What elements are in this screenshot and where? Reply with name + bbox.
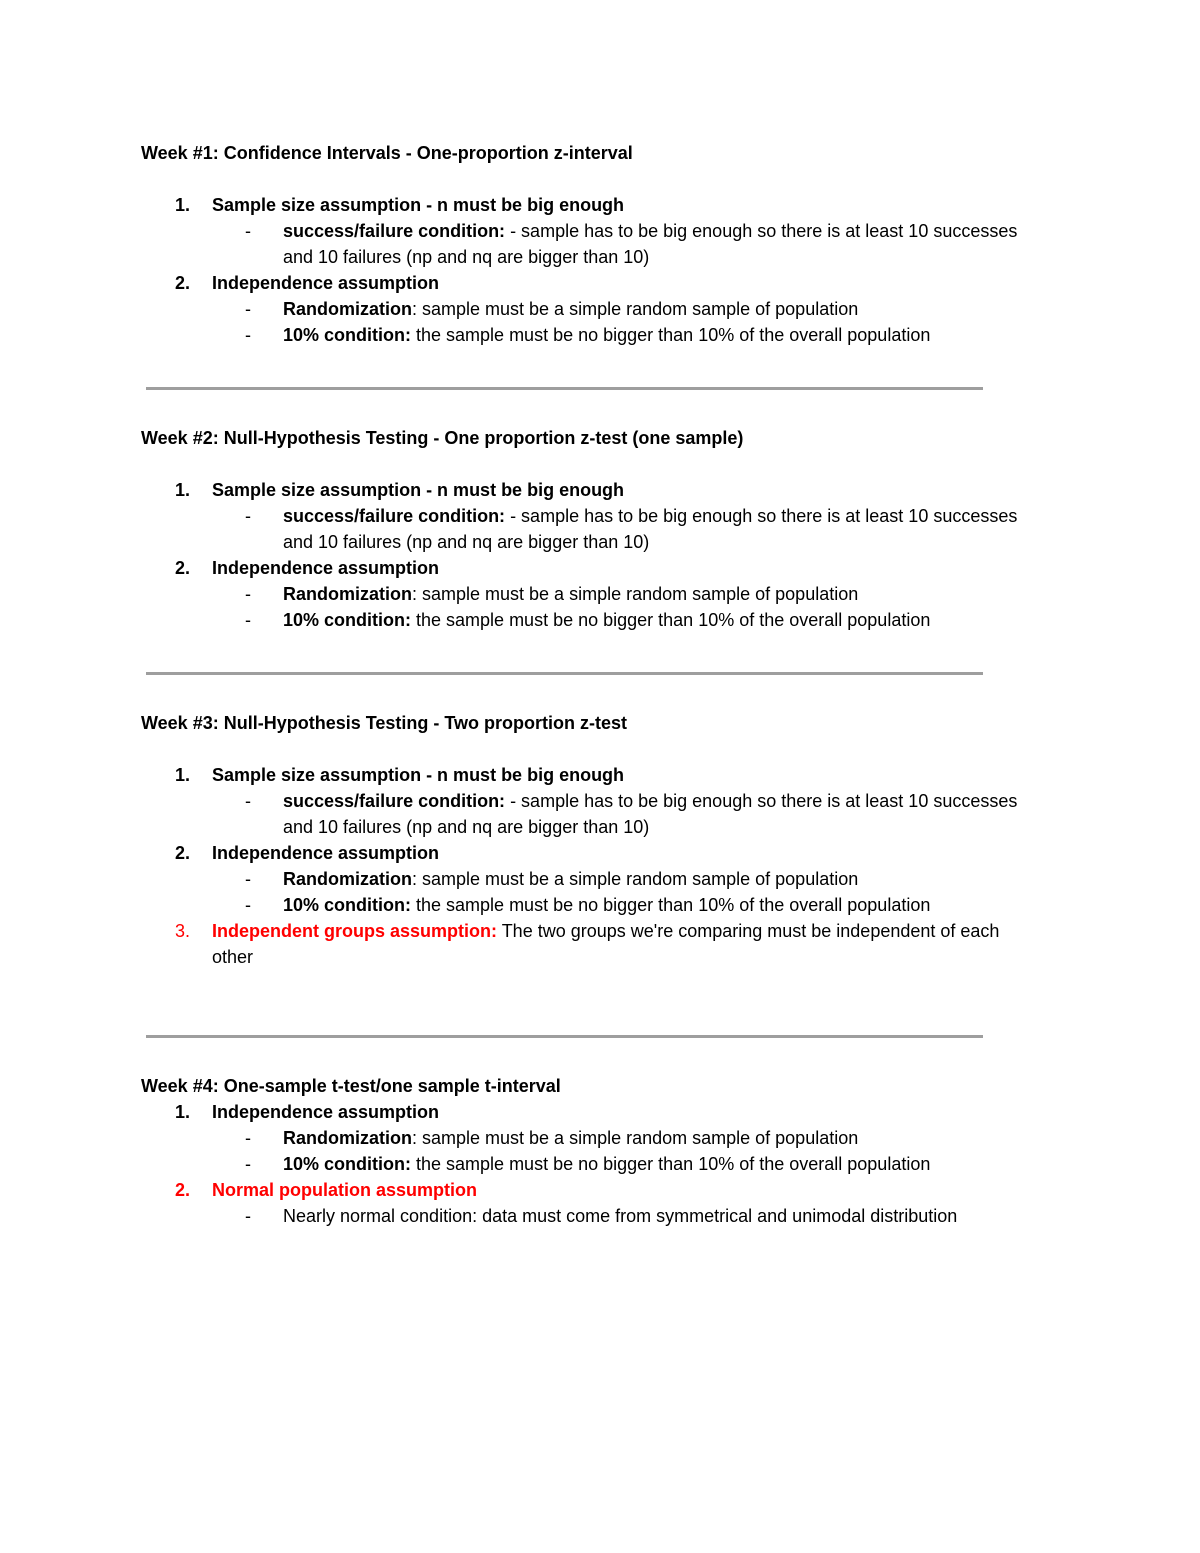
sub-item [141,788,1021,840]
sub-item [141,892,1021,918]
dash-bullet: - [245,1128,251,1148]
sub-item-text: the sample must be no bigger than 10% of the overall population [411,325,931,345]
sub-item-label: success/failure condition: [283,221,506,241]
item-title: Independence assumption [212,558,440,578]
sub-item [141,581,1021,607]
dash-bullet: - [245,869,251,889]
sub-item-label: Randomization [283,1128,412,1148]
dash-bullet: - [245,791,251,811]
sub-item-label: Randomization [283,299,412,319]
item-number: 1. [175,195,191,215]
sub-item-text: : sample must be a simple random sample of population [412,584,859,604]
week-3-item-1 [141,762,1021,840]
week-4-heading: Week #4: One-sample t-test/one sample t-interval [141,1076,561,1096]
week-1-list [141,192,1021,348]
week-4-section [141,1073,1021,1229]
week-2-item-1 [141,477,1021,555]
item-title: Independence assumption [212,273,440,293]
sub-item-label: 10% condition: [283,610,412,630]
week-2-heading: Week #2: Null-Hypothesis Testing - One proportion z-test (one sample) [141,428,744,448]
sub-item [141,866,1021,892]
sub-item-text: : sample must be a simple random sample of population [412,869,859,889]
sub-item-label: Randomization [283,584,412,604]
week-3-section [141,710,1021,970]
sub-item-text: the sample must be no bigger than 10% of the overall population [411,895,931,915]
dash-bullet: - [245,895,251,915]
item-number: 2. [175,843,191,863]
sub-item-text: - sample has to be big enough so there is at least 10 successes and 10 failures (np and nq are bigger than 10) [283,791,1018,837]
item-title: Normal population assumption [212,1180,478,1200]
dash-bullet: - [245,221,251,241]
item-number: 2. [175,1180,191,1200]
item-number: 1. [175,480,191,500]
section-divider [146,387,983,390]
item-number: 1. [175,765,191,785]
sub-item-text: the sample must be no bigger than 10% of the overall population [411,610,931,630]
sub-item-label: 10% condition: [283,895,412,915]
sub-item-text: Nearly normal condition: data must come from symmetrical and unimodal distribution [283,1206,958,1226]
dash-bullet: - [245,584,251,604]
sub-item [141,218,1021,270]
week-4-list [141,1099,1021,1229]
week-1-item-1 [141,192,1021,270]
sub-item [141,1125,1021,1151]
sub-item [141,607,1021,633]
week-1-section [141,140,1021,348]
week-3-list [141,762,1021,970]
sub-item-text: - sample has to be big enough so there is at least 10 successes and 10 failures (np and nq are bigger than 10) [283,221,1018,267]
sub-item-label: 10% condition: [283,1154,412,1174]
week-2-list [141,477,1021,633]
week-3-item-2 [141,840,1021,918]
week-1-item-2 [141,270,1021,348]
sub-item [141,1203,1021,1229]
dash-bullet: - [245,1154,251,1174]
item-number: 3. [175,921,191,941]
item-number: 2. [175,558,191,578]
dash-bullet: - [245,299,251,319]
item-title-suffix: The two groups we're comparing must be independent of each other [212,921,1000,967]
week-4-item-2 [141,1177,1021,1229]
sub-item [141,1151,1021,1177]
sub-item [141,322,1021,348]
item-title: Sample size assumption - n must be big enough [212,765,625,785]
week-2-item-2 [141,555,1021,633]
section-divider [146,1035,983,1038]
sub-item-text: - sample has to be big enough so there is at least 10 successes and 10 failures (np and nq are bigger than 10) [283,506,1018,552]
sub-item-label: Randomization [283,869,412,889]
item-title: Independence assumption [212,843,440,863]
item-title: Independent groups assumption: [212,921,498,941]
item-number: 2. [175,273,191,293]
item-title: Sample size assumption - n must be big enough [212,480,625,500]
week-2-section [141,425,1021,633]
week-3-item-3 [141,918,1021,970]
item-title: Sample size assumption - n must be big enough [212,195,625,215]
section-divider [146,672,983,675]
dash-bullet: - [245,325,251,345]
week-1-heading: Week #1: Confidence Intervals - One-proportion z-interval [141,143,633,163]
sub-item-label: success/failure condition: [283,506,506,526]
sub-item-label: success/failure condition: [283,791,506,811]
sub-item [141,503,1021,555]
week-4-item-1 [141,1099,1021,1177]
sub-item [141,296,1021,322]
sub-item-text: : sample must be a simple random sample of population [412,1128,859,1148]
sub-item-text: : sample must be a simple random sample of population [412,299,859,319]
sub-item-label: 10% condition: [283,325,412,345]
dash-bullet: - [245,506,251,526]
item-number: 1. [175,1102,191,1122]
dash-bullet: - [245,610,251,630]
sub-item-text: the sample must be no bigger than 10% of the overall population [411,1154,931,1174]
item-title: Independence assumption [212,1102,440,1122]
week-3-heading: Week #3: Null-Hypothesis Testing - Two proportion z-test [141,713,628,733]
dash-bullet: - [245,1206,251,1226]
